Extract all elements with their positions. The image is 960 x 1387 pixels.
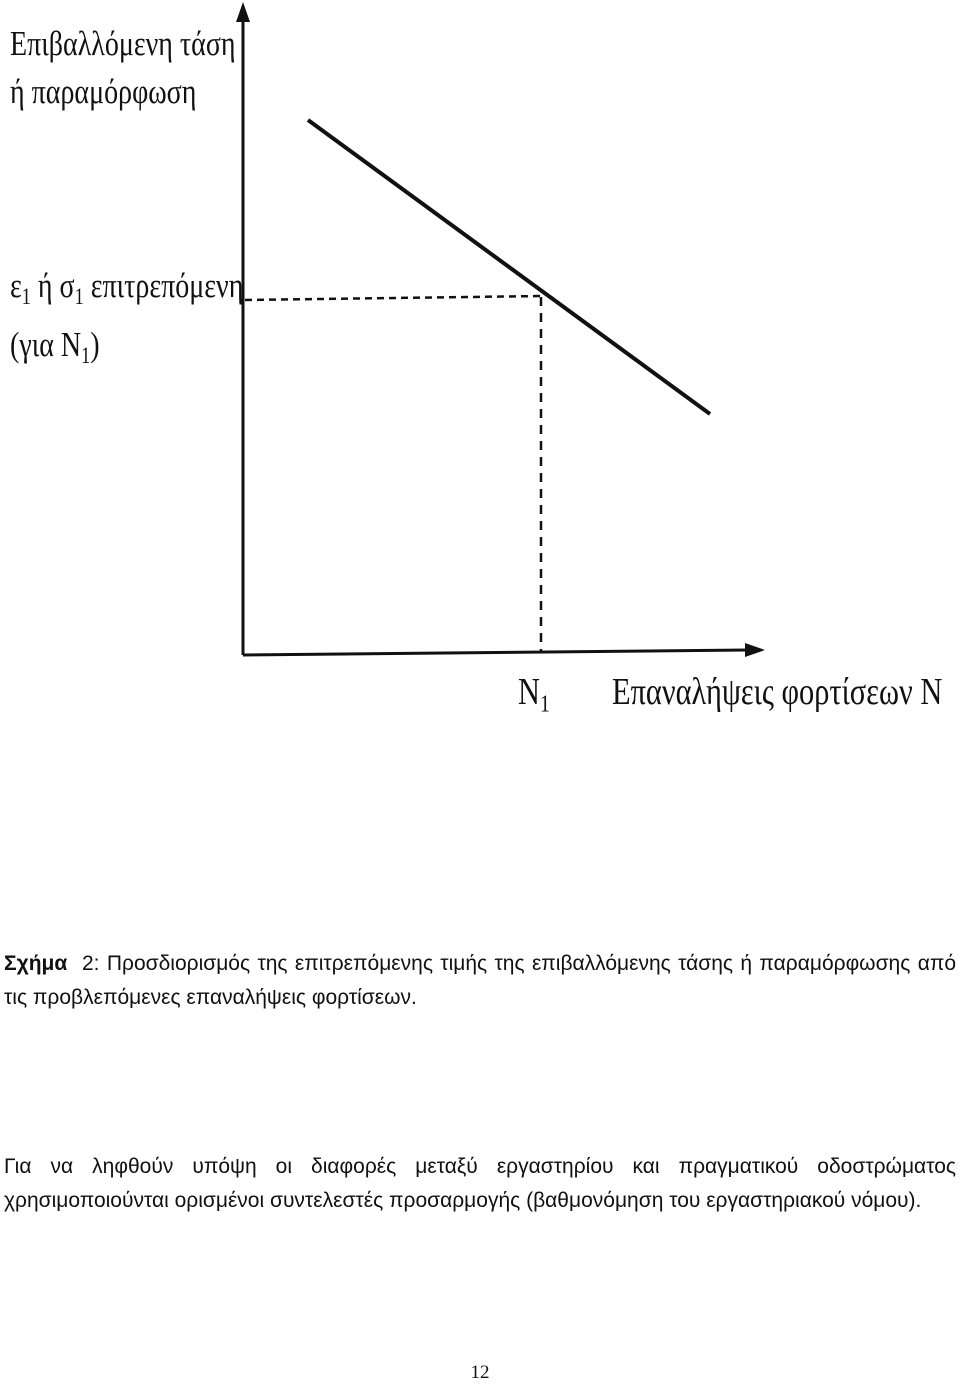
x-axis-arrow — [745, 643, 765, 657]
allowed-value-line1: $\varepsilon_1$ ή $\sigma_1$ επιτρεπόμενη — [10, 266, 244, 309]
sigma-symbol: σ — [59, 266, 75, 305]
y-axis-label-line1: Επιβαλλόμενη τάση — [10, 24, 236, 63]
x-axis-label: Επαναλήψεις φορτίσεων N — [612, 671, 943, 713]
fatigue-curve-line — [308, 120, 710, 414]
epsilon-symbol: ε — [10, 266, 22, 305]
caption-number: 2 — [81, 952, 94, 975]
caption-label: Σχήμα — [4, 952, 68, 975]
allowed-value-line2: (για $N_1$) — [10, 324, 100, 368]
body-paragraph: Για να ληφθούν υπόψη οι διαφορές μεταξύ εργαστηρίου και πραγματικού οδοστρώματος χρησιμοποιούνται ορισμένοι συντελεστές προσαρμογής (βαθμονόμηση του εργαστηριακού νόμου). — [4, 1155, 956, 1212]
page-number: 12 — [470, 1362, 490, 1383]
y-axis-label — [10, 20, 236, 116]
x-axis — [243, 650, 748, 655]
allowed-value-label — [10, 262, 243, 380]
n1-label: $N_1$ — [518, 671, 550, 718]
y-axis-label-line2: ή παραμόρφωση — [10, 72, 197, 111]
y-axis-arrow — [236, 2, 250, 22]
figure-caption — [4, 947, 956, 1015]
caption-text: : Προσδιορισμός της επιτρεπόμενης τιμής της επιβαλλόμενης τάσης ή παραμόρφωσης από τις προβλεπόμενες επαναλήψεις φορτίσεων. — [4, 952, 957, 1009]
allowed-level-dashed-line — [245, 296, 543, 300]
